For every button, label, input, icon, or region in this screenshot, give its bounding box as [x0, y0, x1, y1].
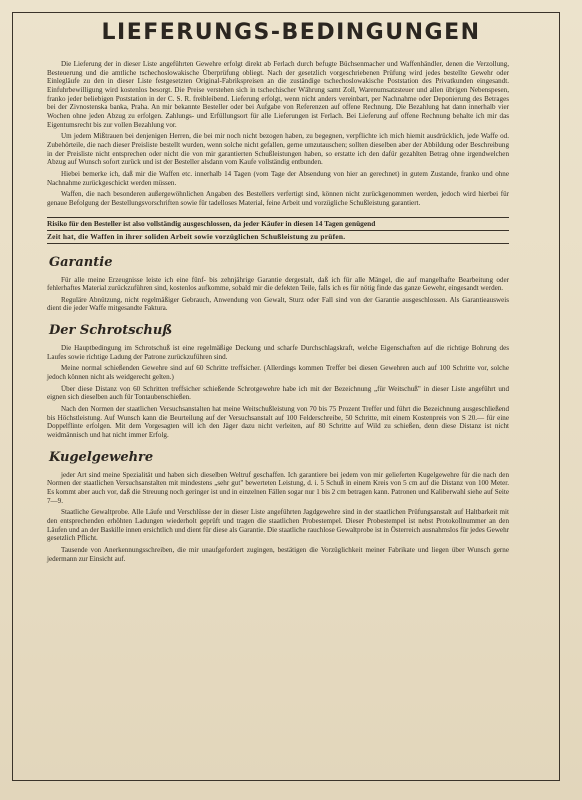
kugelgewehre-paragraph-1: jeder Art sind meine Spezialität und haben sich dieselben Weltruf geschaffen. Ich garantiere bei jedem von mir gelieferten Kugelgewehre für die nach den Normen der staatlichen Versuchsanstalten mit mindestens „sehr gut" bewerteten Leistung, d. i. 5 Schuß in einem Kreis von 5 cm auf die Distanz von 100 Meter. Es kommt aber auch vor, daß die Streuung noch geringer ist und in einzelnen Fällen sogar nur 1 bis 2 cm betragen kann. Patronen und Kaliberwahl siehe auf Seite 7—9. — [47, 470, 509, 505]
garantie-paragraph-2: Reguläre Abnützung, nicht regelmäßiger Gebrauch, Anwendung von Gewalt, Sturz oder Fall sind von der Garantie ausgeschlossen. Als Garantieausweis dient die jeder Waffe mitgesandte Faktura. — [47, 295, 509, 313]
kugelgewehre-paragraph-2: Staatliche Gewaltprobe. Alle Läufe und Verschlüsse der in dieser Liste angeführten Jagdgewehre sind in der staatlichen Prüfungsanstalt auf Haltbarkeit mit den entsprechenden erhöhten Ladungen wiederholt geprüft und tragen die staatlichen Probestempel. Dieser Probestempel ist nebst Protokollnummer an den Läufen und an der Baskille innen ersichtlich und dient für diese als Garantie. Die staatliche rauchlose Gewaltprobe ist in Österreich ausnahmslos für jedes Gewehr gesetzlich Pflicht. — [47, 508, 509, 543]
kugelgewehre-paragraph-3: Tausende von Anerkennungsschreiben, die mir unaufgefordert zugingen, bestätigen die Vorzüglichkeit meiner Fabrikate und liegen über Wunsch gerne jedermann zur Einsicht auf. — [47, 545, 509, 563]
risk-notice-line-2: Zeit hat, die Waffen in ihrer soliden Arbeit sowie vorzüglichen Schußleistung zu prüfen. — [47, 231, 346, 241]
rule-bottom — [47, 243, 509, 244]
schrotschuss-paragraph-2: Meine normal schießenden Gewehre sind auf 60 Schritte treffsicher. (Allerdings kommen Treffer bei diesen Gewehren auch auf 100 Schritte vor, solche jedoch können nicht als weidgerecht gelten.) — [47, 364, 509, 382]
schrotschuss-paragraph-1: Die Hauptbedingung im Schrotschuß ist eine regelmäßige Deckung und scharfe Durchschlagskraft, welche Eigenschaften auf die richtige Bohrung des Laufes sowie richtige Ladung der Patrone zurückzuführen sind. — [47, 344, 509, 361]
intro-paragraph-2: Um jedem Mißtrauen bei denjenigen Herren, die bei mir noch nicht bezogen haben, zu begegnen, verpflichte ich mich hiemit ausdrücklich, jede Waffe od. Zubehörteile, die nach dieser Preisliste bestellt wurden, wenn solche nicht gefallen, gerne umzutauschen; sollten dieselben aber der Abbildung oder Beschreibung in der Preisliste nicht entsprechen oder nicht die von mir garantierten Schußleistungen haben, so erstatte ich den dafür gezahlten Betrag ohne irgendwelchen Abzug auf Wunsch sofort zurück und ist der Besteller alsdann vom Kaufe vollständig entbunden. — [47, 132, 509, 167]
page-title: LIEFERUNGS-BEDINGUNGEN — [101, 20, 481, 45]
schrotschuss-paragraph-3: Über diese Distanz von 60 Schritten treffsicher schießende Schrotgewehre habe ich mit der Bezeichnung „für Weitschuß" in dieser Liste angeführt und eignen sich dieselben auch für Tontaubenschießen. — [47, 384, 509, 402]
garantie-paragraph-1: Für alle meine Erzeugnisse leiste ich eine fünf- bis zehnjährige Garantie dergestalt, daß ich für alle Mängel, die auf mangelhafte Bearbeitung oder fehlerhaftes Material zurückzuführen sind, kostenlos aufkomme, sobald mir die defekten Teile, falls ich es für nötig finde das ganze Gewehr, eingesandt werden. — [47, 275, 509, 293]
intro-paragraph-4: Waffen, die nach besonderen außergewöhnlichen Angaben des Bestellers verfertigt sind, können nicht zurückgenommen werden, jedoch wird hierbei für genaue Befolgung der Bestellungsvorschriften sowie für tadelloses Material, feine Arbeit und vorzügliche Schußleistung garantiert. — [47, 190, 509, 207]
section-heading-schrotschuss: Der Schrotschuß — [49, 323, 173, 339]
risk-notice-line-1: Risiko für den Besteller ist also vollständig ausgeschlossen, da jeder Käufer in diesen 14 Tagen genügend — [47, 218, 376, 228]
document-body — [47, 60, 509, 566]
section-heading-kugelgewehre: Kugelgewehre — [49, 449, 154, 465]
risk-notice — [47, 214, 509, 246]
section-heading-garantie: Garantie — [49, 254, 113, 270]
intro-paragraph-3: Hiebei bemerke ich, daß mir die Waffen etc. innerhalb 14 Tagen (vom Tage der Absendung von hier an gerechnet) in gutem Zustande, franko und ohne Nachnahme zurückgeschickt werden müssen. — [47, 169, 509, 187]
schrotschuss-paragraph-4: Nach den Normen der staatlichen Versuchsanstalten hat meine Weitschußleistung von 70 bis 75 Prozent Treffer und führt die Bezeichnung ausgeschließend bis Höchstleistung. Auf Wunsch kann die Beurteilung auf der Versuchsanstalt auf 100 Felderschreibe, 50 Schritte, mit einem Kostenpreis von S 20.— für eine Doppelflinte erfolgen. Mit dem Vorgesagten will ich den Jäger dazu nicht verleiten, auf 80 Schritte auf Wild zu schießen, denn diese Distanz ist nicht weidmännisch und hat nicht immer Erfolg. — [47, 405, 509, 440]
intro-paragraph-1: Die Lieferung der in dieser Liste angeführten Gewehre erfolgt direkt ab Ferlach durch befugte Büchsenmacher und Waffenhändler, denen die Verzollung, Besteuerung und die amtliche tschechoslowakische Überprüfung obliegt. Nach der gesetzlich vorgeschriebenen Prüfung wird jedes bestellte Gewehr oder Einlegläufe zu den in dieser Liste festgesetzten Original-Fabrikspreisen an die zuständige tschechoslowakische Poststation des Privatkunden eingesandt. Einfuhrbewilligung wird kostenlos besorgt. Die Preise verstehen sich in tschechischer Währung samt Zoll, Warenumsatzsteuer und allen übrigen Nebenspesen, franko jeder beliebigen Poststation in der C. S. R. freibleibend. Lieferung erfolgt, wenn nicht anders vereinbart, per Nachnahme oder Deponierung des Betrages bei der Zivnostenska banka, Praha. An mir bekannte Besteller oder bei Aufgabe von Referenzen auf offene Rechnung. Die Bezahlung hat dann innerhalb vier Wochen ohne jeden Abzug zu erfolgen. Zahlungs- und Erfüllungsort für alle Lieferungen ist Ferlach. Bei Lieferung auf offene Rechnung behalte ich mir das Eigentumsrecht bis zur vollen Bezahlung vor. — [47, 60, 509, 129]
